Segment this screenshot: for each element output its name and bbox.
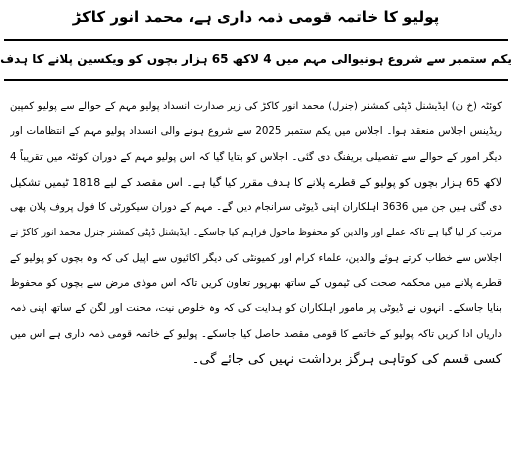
body-line: دی گئی ہیں جن میں 3636 اہلکاران اپنی ڈیوٹی سرانجام دیں گے۔ مہم کے دوران سیکورٹی کا فول پروف پلان بھی (10, 201, 502, 214)
body-line: کسی قسم کی کوتاہی ہرگز برداشت نہیں کی جائے گی۔ (191, 351, 502, 367)
body-line: ریڈینس اجلاس منعقد ہوا۔ اجلاس میں یکم ستمبر 2025 سے شروع ہونے والی انسداد پولیو مہم کے انتظامات اور (10, 125, 502, 138)
subheadline: یکم ستمبر سے شروع ہونیوالی مہم میں 4 لاکھ 65 ہزار بچوں کو ویکسین پلانے کا ہدف (0, 52, 512, 66)
body-line: داریاں ادا کریں تاکہ پولیو کے خاتمے کا قومی مقصد حاصل کیا جاسکے۔ پولیو کے خاتمہ قومی ذمہ داری ہے اس میں (10, 327, 502, 340)
body-line: اجلاس سے خطاب کرتے ہوئے والدین، علماء کرام اور کمیونٹی کی دیگر اکائیوں سے اپیل کی کہ وہ بچوں کو پولیو کے (10, 251, 502, 264)
body-line: دیگر امور کے حوالے سے تفصیلی بریفنگ دی گئی۔ اجلاس کو بتایا گیا کہ اس پولیو مہم کے دوران کوئٹہ میں تقریباً 4 (10, 150, 502, 163)
headline: پولیو کا خاتمہ قومی ذمہ داری ہے، محمد انور کاکڑ (72, 8, 440, 26)
body-line: مرتب کر لیا گیا ہے تاکہ عملے اور والدین کو محفوظ ماحول فراہم کیا جاسکے۔ ایڈیشنل ڈپٹی کمشنر جنرل محمد انور کاکڑ نے (10, 227, 502, 239)
body-line: قطرے پلانے میں محکمہ صحت کی ٹیموں کے ساتھ بھرپور تعاون کریں تاکہ اس موذی مرض سے بچوں کو محفوظ (10, 277, 502, 290)
body-line: بنایا جاسکے۔ انہوں نے ڈیوٹی پر مامور اہلکاران کو ہدایت کی کہ وہ خلوص نیت، محنت اور لگن کے ساتھ اپنی ذمہ (10, 302, 502, 315)
subheadline-divider (4, 79, 508, 81)
body-line: لاکھ 65 ہزار بچوں کو پولیو کے قطرے پلانے کا ہدف مقرر کیا گیا ہے۔ اس مقصد کے لیے 1818 ٹیمیں تشکیل (10, 175, 502, 189)
body-line: کوئٹہ (خ ن) ایڈیشنل ڈپٹی کمشنر (جنرل) محمد انور کاکڑ کی زیر صدارت انسداد پولیو مہم کے حوالے سے پولیو کمپین (10, 101, 502, 112)
headline-divider (4, 39, 508, 41)
article-body (10, 94, 502, 372)
